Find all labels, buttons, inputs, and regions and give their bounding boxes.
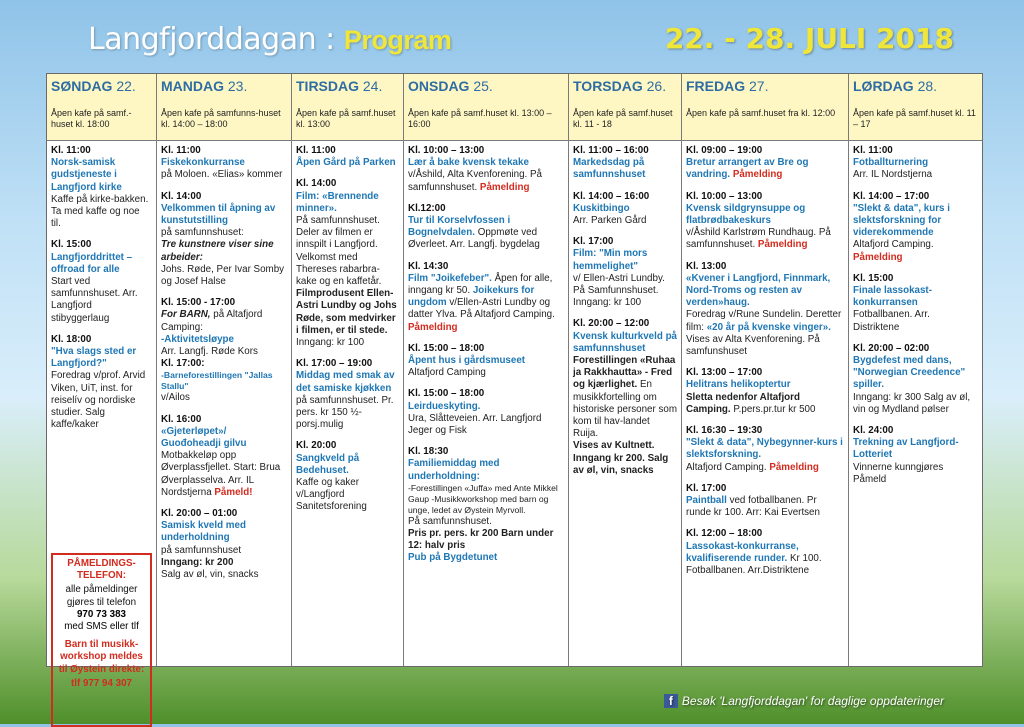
day-name: TIRSDAG 24. xyxy=(296,78,383,94)
event-item: Kl. 15:00 – 18:00 Leirdueskyting. Ura, Slåtteveien. Arr. Langfjord Jeger og Fisk xyxy=(408,388,542,437)
event-item: Kl.12:00 Tur til Korselvfossen i Bognelvdalen. Oppmøte ved Øverleet. Arr. Langfj. bygdelag xyxy=(408,202,540,251)
event-item: Kl. 12:00 – 18:00 Lassokast-konkurranse, kvalifiserende runder. Kr 100. Fotballbanen. Arr.Distriktene xyxy=(686,528,822,577)
day-header xyxy=(569,74,681,141)
event-item: Kl. 10:00 – 13:00 Lær å bake kvensk tekake v/Åshild, Alta Kvenforening. På samfunnshuset. Påmelding xyxy=(408,145,542,193)
day-events xyxy=(569,141,681,666)
day-header xyxy=(682,74,848,141)
event-item: Kl. 24:00 Trekning av Langfjord-Lotteriet Vinnerne kunngjøres Påmeld xyxy=(853,425,959,485)
event-item: Kl. 20:00 Sangkveld på Bedehuset. Kaffe og kaker v/Langfjord Sanitetsforening xyxy=(296,440,367,513)
facebook-icon: f xyxy=(664,694,678,708)
event-item: Kl. 17:00 Film: "Min mors hemmelighet" v/ Ellen-Astri Lundby. På Samfunnshuset. Inngang: kr 100 xyxy=(573,236,665,309)
day-kafe: Åpen kafe på samf.-huset kl. 18:00 xyxy=(51,108,132,129)
event-item: Kl. 11:00 Fotballturnering Arr. IL Nordstjerna xyxy=(853,145,933,181)
registration-box: PÅMELDINGS-TELEFON: alle påmeldinger gjøres til telefon 970 73 383 med SMS eller tlf Barn til musikk-workshop meldes til Øystein direkte: tlf 977 94 307 xyxy=(51,553,152,727)
event-item: Kl. 16:00 «Gjeterløpet»/ Guođoheadji gilvu Motbakkeløp opp Øverplassfjellet. Start: Brua Øverplasselva. Arr. IL Nordstjerna Påmeld! xyxy=(161,413,281,498)
event-item: Kl. 11:00 Norsk-samisk gudstjeneste i Langfjord kirke Kaffe på kirke-bakken. Ta med kaffe og noe til. xyxy=(51,145,149,230)
event-item: Kl. 18:00 "Hva slags sted er Langfjord?" Foredrag v/prof. Arvid Viken, UiT, inst. for reiselív og nordiske studier. Salg kaffe/kaker xyxy=(51,333,146,431)
day-kafe: Åpen kafe på samf.huset kl. 13:00 xyxy=(296,108,396,129)
event-item: Kl. 13:00 – 17:00 Helitrans helikoptertur Sletta nedenfor Altafjord Camping. P.pers.pr.tur kr 500 xyxy=(686,367,816,415)
day-column-mandag xyxy=(157,74,292,666)
day-header xyxy=(849,74,982,141)
day-kafe: Åpen kafe på samf.huset kl. 13:00 – 16:00 xyxy=(408,108,552,129)
event-item: Kl. 10:00 – 13:00 Kvensk sildgrynsuppe og flatbrødbakeskurs v/Åshild Karlstrøm Rundhaug. På samfunnshuset. Påmelding xyxy=(686,190,831,251)
day-column-lordag xyxy=(849,74,982,666)
day-name: FREDAG 27. xyxy=(686,78,769,94)
event-item: Kl. 17:00 Paintball ved fotballbanen. Pr runde kr 100. Arr: Kai Evertsen xyxy=(686,482,820,519)
day-kafe: Åpen kafe på samfunns-huset kl. 14:00 – 18:00 xyxy=(161,108,281,129)
day-name: LØRDAG 28. xyxy=(853,78,938,94)
day-events xyxy=(47,141,156,689)
event-item: Kl. 15:00 – 18:00 Åpent hus i gårdsmuseet Altafjord Camping xyxy=(408,342,526,379)
event-item: Kl. 20:00 – 01:00 Samisk kveld med underholdning på samfunnshuset Inngang: kr 200 Salg av øl, vin, snacks xyxy=(161,508,259,581)
event-item: Kl. 14:00 Film: «Brennende minner». På samfunnshuset. Deler av filmen er innspilt i Langfjord. Velkomst med Thereses rabarbra-kake og en kaffetår. Filmprodusent Ellen-Astri Lundby og Johs Røde, som medvirker i filmen, er til stede. Inngang: kr 100 xyxy=(296,178,397,349)
day-column-fredag xyxy=(682,74,849,666)
day-kafe: Åpen kafe på samf.huset fra kl. 12:00 xyxy=(686,108,836,118)
day-kafe: Åpen kafe på samf.huset kl. 11 - 18 xyxy=(573,108,673,129)
day-column-sondag xyxy=(47,74,157,689)
day-kafe: Åpen kafe på samf.huset kl. 11 – 17 xyxy=(853,108,976,129)
day-header xyxy=(292,74,403,141)
event-item: Kl. 16:30 – 19:30 "Slekt & data", Nybegynner-kurs i slektsforskning. Altafjord Camping. Påmelding xyxy=(686,425,843,473)
day-events xyxy=(292,141,403,666)
event-item: Kl. 11:00 – 16:00 Markedsdag på samfunnshuset xyxy=(573,145,649,181)
day-events xyxy=(404,141,568,666)
facebook-note xyxy=(664,694,944,708)
event-item: Kl. 14:00 – 16:00 Kuskitbingo Arr. Parken Gård xyxy=(573,190,650,227)
title-text: Langfjorddagan : xyxy=(88,22,335,57)
event-item: Kl. 15:00 - 17:00 For BARN, på Altafjord Camping: -Aktivitetsløype Arr. Langfj. Røde Kors Kl. 17:00: -Barneforestillingen "Jallas Stallu" v/Ailos xyxy=(161,297,273,404)
event-item: Kl. 20:00 – 02:00 Bygdefest med dans, "Norwegian Creedence" spiller. Inngang: kr 300 Salg av øl, vin og Mydland pølser xyxy=(853,342,971,415)
day-name: ONSDAG 25. xyxy=(408,78,493,94)
event-item: Kl. 18:30 Familiemiddag med underholdning: -Forestillingen «Juffa» med Ante Mikkel Gaup -Musikkworkshop med barn og unge, ledet av Øystein Myrvoll. På samfunnshuset. Pris pr. pers. kr 200 Barn under 12: halv pris Pub på Bygdetunet xyxy=(408,446,558,564)
event-item: Kl. 13:00 «Kvener i Langfjord, Finnmark, Nord-Troms og resten av verden»haug. Foredrag v/Rune Sundelin. Deretter film: «20 år på kvenske vinger». Vises av Alta Kvenforening. På samfunshuset xyxy=(686,260,842,358)
event-item: Kl. 14:00 Velkommen til åpning av kunstutstilling på samfunnshuset: Tre kunstnere viser sine arbeider: Johs. Røde, Per Ivar Somby og Josef Halse xyxy=(161,190,285,288)
day-events xyxy=(682,141,848,666)
day-header xyxy=(47,74,156,141)
day-column-tirsdag xyxy=(292,74,404,666)
day-name: SØNDAG 22. xyxy=(51,78,136,94)
event-item: Kl. 14:30 Film "Joikefeber". Åpen for alle, inngang kr 50. Joikekurs for ungdom v/Ellen-Astri Lundby og datter Ylva. På Altafjord Camping. Påmelding xyxy=(408,260,555,333)
event-item: Kl. 14:00 – 17:00 "Slekt & data", kurs i slektsforskning for viderekommende Altafjord Camping. Påmelding xyxy=(853,190,950,263)
day-events xyxy=(157,141,291,666)
facebook-note-text: Besøk 'Langfjorddagan' for daglige oppdateringer xyxy=(681,694,944,708)
day-name: MANDAG 23. xyxy=(161,78,248,94)
event-item: Kl. 11:00 Fiskekonkurranse på Moloen. «Elias» kommer xyxy=(161,145,283,181)
day-column-torsdag xyxy=(569,74,682,666)
event-item: Kl. 20:00 – 12:00 Kvensk kulturkveld på samfunnshuset Forestillingen «Ruhaa ja Rakkhautta» - Fred og kjærlighet. En musikkfortelling om historiske personer som kom til hav-landet Ruija. Vises av Kultnett. Inngang kr 200. Salg av øl, vin, snacks xyxy=(573,318,677,476)
event-item: Kl. 15:00 Finale lassokast-konkurransen Fotballbanen. Arr. Distriktene xyxy=(853,272,932,333)
event-item: Kl. 17:00 – 19:00 Middag med smak av det samiske kjøkken på samfunnshuset. Pr. pers. kr 150 ½-porsj.mulig xyxy=(296,358,395,431)
page-title xyxy=(88,22,451,57)
program-table xyxy=(46,73,983,689)
event-item: Kl. 15:00 Langfjorddrittet – offroad for alle Start ved samfunnshuset. Arr. Langfjord stibyggerlaug xyxy=(51,239,138,324)
event-item: Kl. 09:00 – 19:00 Bretur arrangert av Bre og vandring. Påmelding xyxy=(686,145,809,181)
day-name: TORSDAG 26. xyxy=(573,78,667,94)
title-program: Program xyxy=(343,25,452,55)
day-header xyxy=(404,74,568,141)
day-column-onsdag xyxy=(404,74,569,666)
day-header xyxy=(157,74,291,141)
date-range: 22. - 28. JULI 2018 xyxy=(664,22,954,55)
day-events xyxy=(849,141,982,666)
event-item: Kl. 11:00 Åpen Gård på Parken xyxy=(296,145,396,169)
